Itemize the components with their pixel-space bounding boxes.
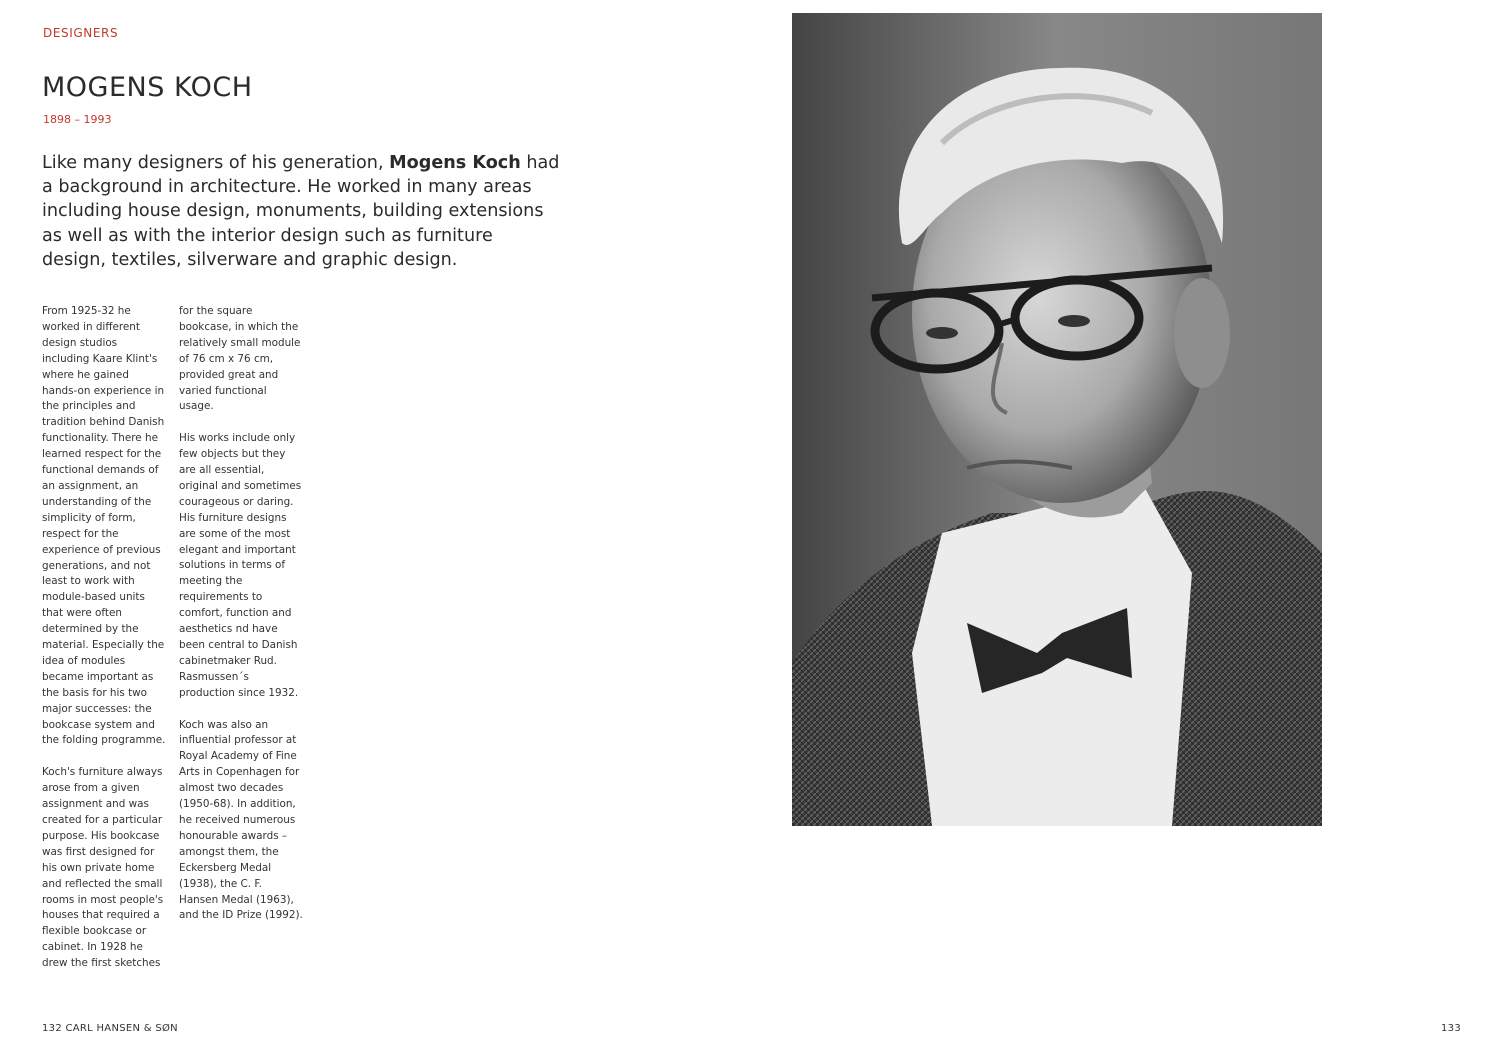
lead-intro: Like many designers of his generation,: [42, 153, 390, 173]
body-column-2: [179, 304, 303, 940]
footer-left: 132 CARL HANSEN & SØN: [42, 1023, 178, 1034]
body-paragraph: Koch's furniture always arose from a given assignment and was created for a particular purpose. His bookcase was first designed for his own private home and reflected the small rooms in most people's houses that required a flexible bookcase or cabinet. In 1928 he drew the first sketches: [42, 766, 164, 970]
portrait-photo: [792, 13, 1322, 826]
body-paragraph: From 1925-32 he worked in different design studios including Kaare Klint's where he gained hands-on experience in the principles and tradition behind Danish functionality. There he learned respect for the functional demands of an assignment, an understanding of the simplicity of form, respect for the experience of previous generations, and not least to work with module-based units that were often determined by the material. Especially the idea of modules became important as the basis for his two major successes: the bookcase system and the folding programme.: [42, 305, 166, 747]
lead-rest: had a background in architecture. He worked in many areas including house design, monuments, building extensions as well as with the interior design such as furniture design, textiles, silverware and graphic design.: [42, 153, 560, 270]
footer-page-number: 133: [1441, 1023, 1461, 1034]
lead-designer-name: Mogens Koch: [389, 153, 521, 173]
portrait-illustration: [792, 13, 1322, 826]
lead-paragraph: [42, 151, 562, 272]
life-years: 1898 – 1993: [43, 113, 112, 126]
body-column-1: [42, 304, 166, 988]
body-paragraph: His works include only few objects but they are all essential, original and sometimes courageous or daring. His furniture designs are some of the most elegant and important solutions in terms of meeting the requirements to comfort, function and aesthetics nd have been central to Danish cabinetmaker Rud. Rasmussen´s production since 1932.: [179, 432, 302, 699]
body-paragraph: for the square bookcase, in which the relatively small module of 76 cm x 76 cm, provided great and varied functional usage.: [179, 305, 301, 413]
section-label: DESIGNERS: [43, 26, 119, 40]
body-paragraph: Koch was also an influential professor at Royal Academy of Fine Arts in Copenhagen for almost two decades (1950-68). In addition, he received numerous honourable awards – amongst them, the Eckersberg Medal (1938), the C. F. Hansen Medal (1963), and the ID Prize (1992).: [179, 718, 303, 922]
page-title: MOGENS KOCH: [42, 72, 253, 103]
